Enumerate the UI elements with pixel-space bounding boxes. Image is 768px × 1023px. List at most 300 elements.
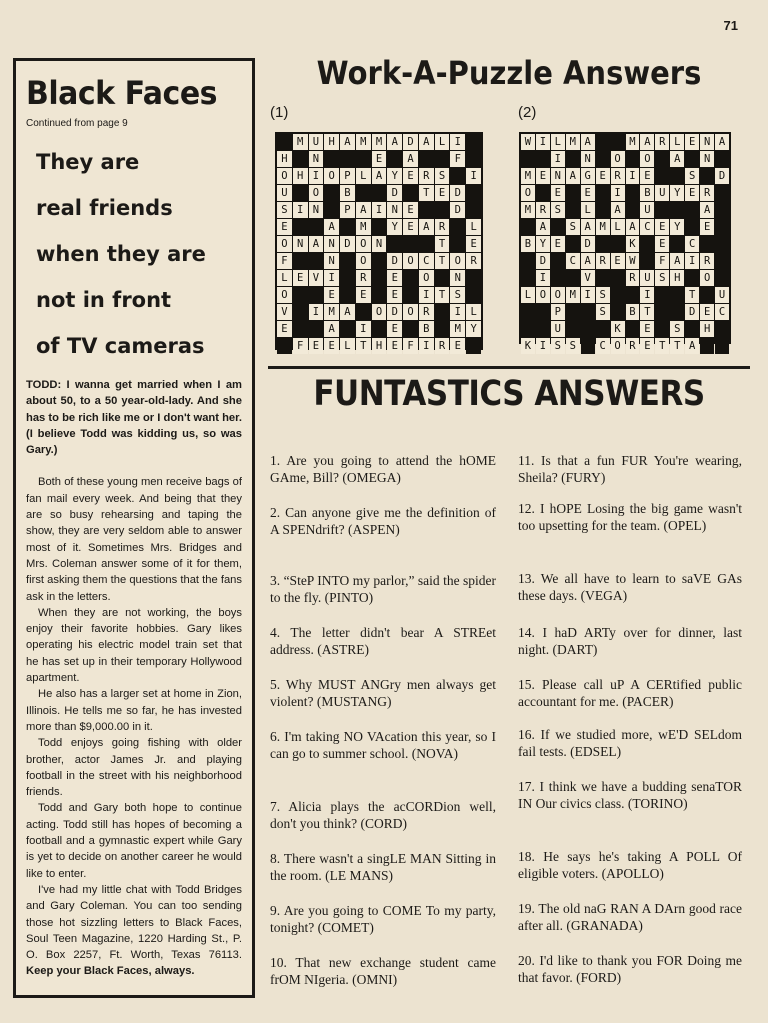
black-square [387,236,402,252]
black-square [655,168,669,184]
letter-square: A [626,219,640,235]
letter-square: A [309,236,324,252]
letter-square: O [356,253,371,269]
letter-square: U [640,202,654,218]
black-square [340,219,355,235]
page-number: 71 [723,18,738,33]
letter-square: I [626,168,640,184]
letter-square: R [700,185,714,201]
letter-square: E [387,321,402,337]
letter-square: A [340,304,355,320]
letter-square: H [670,270,684,286]
letter-square: E [309,338,324,354]
answer-item: 11. Is that a fun FUR You're wearing, Sheila? (FURY) [518,453,742,485]
letter-square: A [403,151,418,167]
letter-square: E [450,338,465,354]
answer-item: 19. The old naG RAN A DArn good race after all. (GRANADA) [518,901,742,933]
letter-square: L [611,219,625,235]
letter-square: E [685,185,699,201]
answer-item: 2. Can anyone give me the definition of A SPENdrift? (ASPEN) [270,505,496,537]
letter-square: T [356,338,371,354]
section-divider [268,366,750,369]
letter-square: Y [387,219,402,235]
letter-square: D [340,236,355,252]
letter-square: N [372,236,387,252]
black-square [419,151,434,167]
black-square [715,202,729,218]
letter-square: M [372,134,387,150]
letter-square: O [277,236,292,252]
letter-square: T [435,253,450,269]
letter-square: A [536,219,550,235]
answer-item: 12. I hOPE Losing the big game wasn't too upsetting for the team. (OPEL) [518,501,742,533]
black-square [536,185,550,201]
letter-square: T [435,287,450,303]
black-square [466,151,481,167]
black-square [626,151,640,167]
black-square [640,253,654,269]
letter-square: U [551,321,565,337]
letter-square: L [581,202,595,218]
answer-item: 6. I'm taking NO VAcation this year, so I can go to summer school. (NOVA) [270,729,496,761]
letter-square: C [596,338,610,354]
letter-square: C [685,236,699,252]
black-square [685,151,699,167]
black-square [566,185,580,201]
closing-paragraph-text: I've had my little chat with Todd Bridges and Gary Coleman. You can too sending those hot sizzling letters to Black Faces, Soul Teen Magazine, 1220 Harding St., P. O. Box 2257, Ft. Worth, Texas 76113. [26,883,242,962]
black-square [324,185,339,201]
letter-square: M [521,168,535,184]
black-square [403,270,418,286]
black-square [521,270,535,286]
letter-square: L [277,270,292,286]
black-square [536,304,550,320]
black-square [566,321,580,337]
letter-square: A [611,202,625,218]
black-square [435,321,450,337]
letter-square: R [700,253,714,269]
black-square [387,151,402,167]
letter-square: F [293,338,308,354]
letter-square: U [309,134,324,150]
letter-square: M [450,321,465,337]
letter-square: Y [387,168,402,184]
black-square [293,219,308,235]
headline-line: They are [36,150,140,174]
sidebar-headline [26,139,242,369]
letter-square: S [566,219,580,235]
letter-square: P [340,202,355,218]
letter-square: O [277,287,292,303]
black-square [521,219,535,235]
letter-square: L [435,134,450,150]
letter-square: N [450,270,465,286]
black-square [309,287,324,303]
letter-square: H [277,151,292,167]
black-square [356,185,371,201]
letter-square: T [685,287,699,303]
letter-square: Y [670,185,684,201]
black-square [466,134,481,150]
black-square [715,151,729,167]
black-square [655,304,669,320]
body-paragraph: Todd and Gary both hope to continue acting. Todd still has hopes of becoming a football and a gymnastic expert while Gary is yet to decide on another career he would like to enter. [26,802,242,880]
answer-item: 9. Are you going to COME To my party, tonight? (COMET) [270,903,496,935]
black-square [466,270,481,286]
letter-square: E [685,134,699,150]
letter-square: U [715,287,729,303]
letter-square: E [387,338,402,354]
letter-square: O [277,168,292,184]
letter-square: D [387,185,402,201]
letter-square: A [581,253,595,269]
letter-square: I [450,304,465,320]
letter-square: E [387,270,402,286]
letter-square: C [715,304,729,320]
black-square [611,236,625,252]
letter-square: P [551,304,565,320]
black-square [581,321,595,337]
black-square [715,338,729,354]
black-square [551,270,565,286]
black-square [670,168,684,184]
letter-square: R [435,338,450,354]
letter-square: O [521,185,535,201]
black-square [466,338,481,354]
black-square [566,304,580,320]
black-square [521,304,535,320]
black-square [466,287,481,303]
black-square [715,253,729,269]
black-square [293,287,308,303]
letter-square: N [700,134,714,150]
letter-square: M [356,134,371,150]
letter-square: P [340,168,355,184]
body-paragraph: When they are not working, the boys enjoy their favorite hobbies. Gary likes operating his electric model train set that he has set up in their temporary Hollywood apartment. [26,606,242,685]
letter-square: E [640,321,654,337]
letter-square: E [403,202,418,218]
letter-square: V [277,304,292,320]
black-square [566,270,580,286]
black-square [419,202,434,218]
letter-square: E [640,168,654,184]
letter-square: A [324,219,339,235]
black-square [403,287,418,303]
letter-square: A [685,338,699,354]
black-square [340,151,355,167]
letter-square: A [715,134,729,150]
letter-square: A [340,134,355,150]
letter-square: I [450,134,465,150]
letter-square: D [387,304,402,320]
letter-square: A [581,134,595,150]
letter-square: M [626,134,640,150]
letter-square: E [466,236,481,252]
black-square [670,287,684,303]
letter-square: M [521,202,535,218]
letter-square: E [277,321,292,337]
letter-square: C [419,253,434,269]
letter-square: C [566,253,580,269]
letter-square: M [293,134,308,150]
black-square [372,219,387,235]
letter-square: D [403,134,418,150]
letter-square: O [324,168,339,184]
puzzle-2-number: (2) [518,104,537,121]
letter-square: V [581,270,595,286]
answer-item: 15. Please call uP A CERtified public accountant for me. (PACER) [518,677,742,709]
letter-square: M [356,219,371,235]
letter-square: A [419,134,434,150]
black-square [293,321,308,337]
letter-square: L [551,134,565,150]
black-square [521,321,535,337]
black-square [715,219,729,235]
letter-square: I [640,287,654,303]
letter-square: S [685,168,699,184]
letter-square: A [419,219,434,235]
letter-square: K [521,338,535,354]
letter-square: A [566,168,580,184]
letter-square: H [372,338,387,354]
funtastics-title: FUNTASTICS ANSWERS [313,373,705,415]
letter-square: S [655,270,669,286]
letter-square: V [309,270,324,286]
black-square [596,270,610,286]
headline-line: of TV cameras [36,334,205,358]
black-square [581,338,595,354]
letter-square: I [419,287,434,303]
letter-square: I [536,134,550,150]
black-square [611,304,625,320]
crossword-grid-1 [275,132,483,350]
letter-square: E [655,236,669,252]
letter-square: I [611,185,625,201]
black-square [566,236,580,252]
black-square [611,134,625,150]
letter-square: R [655,134,669,150]
black-square [670,236,684,252]
letter-square: W [626,253,640,269]
work-a-puzzle-title: Work-A-Puzzle Answers [316,54,702,92]
letter-square: E [324,287,339,303]
black-square [293,185,308,201]
letter-square: Y [670,219,684,235]
letter-square: H [324,134,339,150]
answer-item: 8. There wasn't a singLE MAN Sitting in the room. (LE MANS) [270,851,496,883]
black-square [685,270,699,286]
letter-square: S [450,287,465,303]
letter-square: B [626,304,640,320]
black-square [700,287,714,303]
letter-square: E [403,219,418,235]
letter-square: O [309,185,324,201]
letter-square: I [309,168,324,184]
black-faces-sidebar [13,58,255,998]
answer-item: 14. I haD ARTy over for dinner, last night. (DART) [518,625,742,657]
letter-square: F [403,338,418,354]
letter-square: F [450,151,465,167]
black-square [685,321,699,337]
black-square [596,185,610,201]
black-square [596,236,610,252]
letter-square: D [715,168,729,184]
black-square [372,287,387,303]
letter-square: E [387,287,402,303]
letter-square: I [309,304,324,320]
black-square [715,321,729,337]
letter-square: I [581,287,595,303]
letter-square: O [419,270,434,286]
letter-square: O [403,253,418,269]
letter-square: D [685,304,699,320]
letter-square: B [521,236,535,252]
letter-square: M [324,304,339,320]
letter-square: S [551,338,565,354]
letter-square: O [551,287,565,303]
letter-square: O [700,270,714,286]
black-square [596,134,610,150]
letter-square: R [626,270,640,286]
black-square [670,202,684,218]
letter-square: E [435,185,450,201]
letter-square: E [700,304,714,320]
letter-square: L [521,287,535,303]
letter-square: O [611,151,625,167]
black-square [626,321,640,337]
letter-square: D [450,185,465,201]
letter-square: R [356,270,371,286]
letter-square: A [581,219,595,235]
black-square [340,270,355,286]
letter-square: L [466,304,481,320]
black-square [566,202,580,218]
black-square [450,236,465,252]
letter-square: D [450,202,465,218]
todd-quote: TODD: I wanna get married when I am about 50, to a 50 year-old-lady. And she has to be rich like me or I don't want her. (I believe Todd was kidding us, so was Gary.) [26,379,242,457]
letter-square: O [536,287,550,303]
black-square [372,270,387,286]
letter-square: S [566,338,580,354]
letter-square: N [581,151,595,167]
letter-square: S [596,304,610,320]
headline-line: not in front [36,288,172,312]
letter-square: A [372,168,387,184]
letter-square: S [670,321,684,337]
letter-square: S [435,168,450,184]
letter-square: U [640,270,654,286]
black-square [277,134,292,150]
letter-square: A [640,134,654,150]
continued-note: Continued from page 9 [26,118,128,129]
letter-square: N [387,202,402,218]
black-square [466,202,481,218]
black-square [596,151,610,167]
letter-square: C [640,219,654,235]
black-square [566,151,580,167]
black-square [435,202,450,218]
black-square [403,321,418,337]
answer-item: 4. The letter didn't bear A STREet address. (ASTRE) [270,625,496,657]
letter-square: M [596,219,610,235]
sidebar-body [26,377,242,980]
black-square [419,236,434,252]
letter-square: I [324,270,339,286]
black-square [450,219,465,235]
black-square [626,185,640,201]
answer-item: 5. Why MUST ANGry men always get violent? (MUSTANG) [270,677,496,709]
black-square [521,151,535,167]
black-square [277,338,292,354]
letter-square: T [640,304,654,320]
black-square [655,151,669,167]
letter-square: K [626,236,640,252]
letter-square: A [387,134,402,150]
letter-square: H [700,321,714,337]
answer-item: 16. If we studied more, wE'D SELdom fail tests. (EDSEL) [518,727,742,759]
letter-square: A [356,202,371,218]
letter-square: N [309,151,324,167]
letter-square: U [277,185,292,201]
letter-square: N [324,236,339,252]
letter-square: Y [466,321,481,337]
black-square [293,253,308,269]
black-square [309,253,324,269]
black-square [340,253,355,269]
letter-square: R [536,202,550,218]
letter-square: F [277,253,292,269]
letter-square: L [670,134,684,150]
answer-item: 17. I think we have a budding senaTOR IN Our civics class. (TORINO) [518,779,742,811]
letter-square: E [324,338,339,354]
letter-square: D [536,253,550,269]
black-square [685,219,699,235]
answer-item: 1. Are you going to attend the hOME GAme, Bill? (OMEGA) [270,453,496,485]
black-square [450,168,465,184]
letter-square: E [700,219,714,235]
letter-square: E [640,338,654,354]
letter-square: Y [536,236,550,252]
letter-square: N [309,202,324,218]
letter-square: O [611,338,625,354]
letter-square: L [356,168,371,184]
letter-square: I [419,338,434,354]
letter-square: O [372,304,387,320]
letter-square: E [551,236,565,252]
black-square [551,219,565,235]
black-square [596,202,610,218]
letter-square: E [403,168,418,184]
black-square [403,185,418,201]
black-square [655,202,669,218]
letter-square: T [435,236,450,252]
answer-item: 18. He says he's taking A POLL Of eligible voters. (APOLLO) [518,849,742,881]
black-square [551,253,565,269]
letter-square: O [450,253,465,269]
letter-square: U [655,185,669,201]
letter-square: W [521,134,535,150]
letter-square: I [293,202,308,218]
body-paragraph [26,882,242,980]
black-square [324,202,339,218]
letter-square: A [670,151,684,167]
letter-square: I [466,168,481,184]
letter-square: A [324,321,339,337]
letter-square: E [551,185,565,201]
letter-square: L [340,338,355,354]
letter-square: O [356,236,371,252]
letter-square: S [551,202,565,218]
